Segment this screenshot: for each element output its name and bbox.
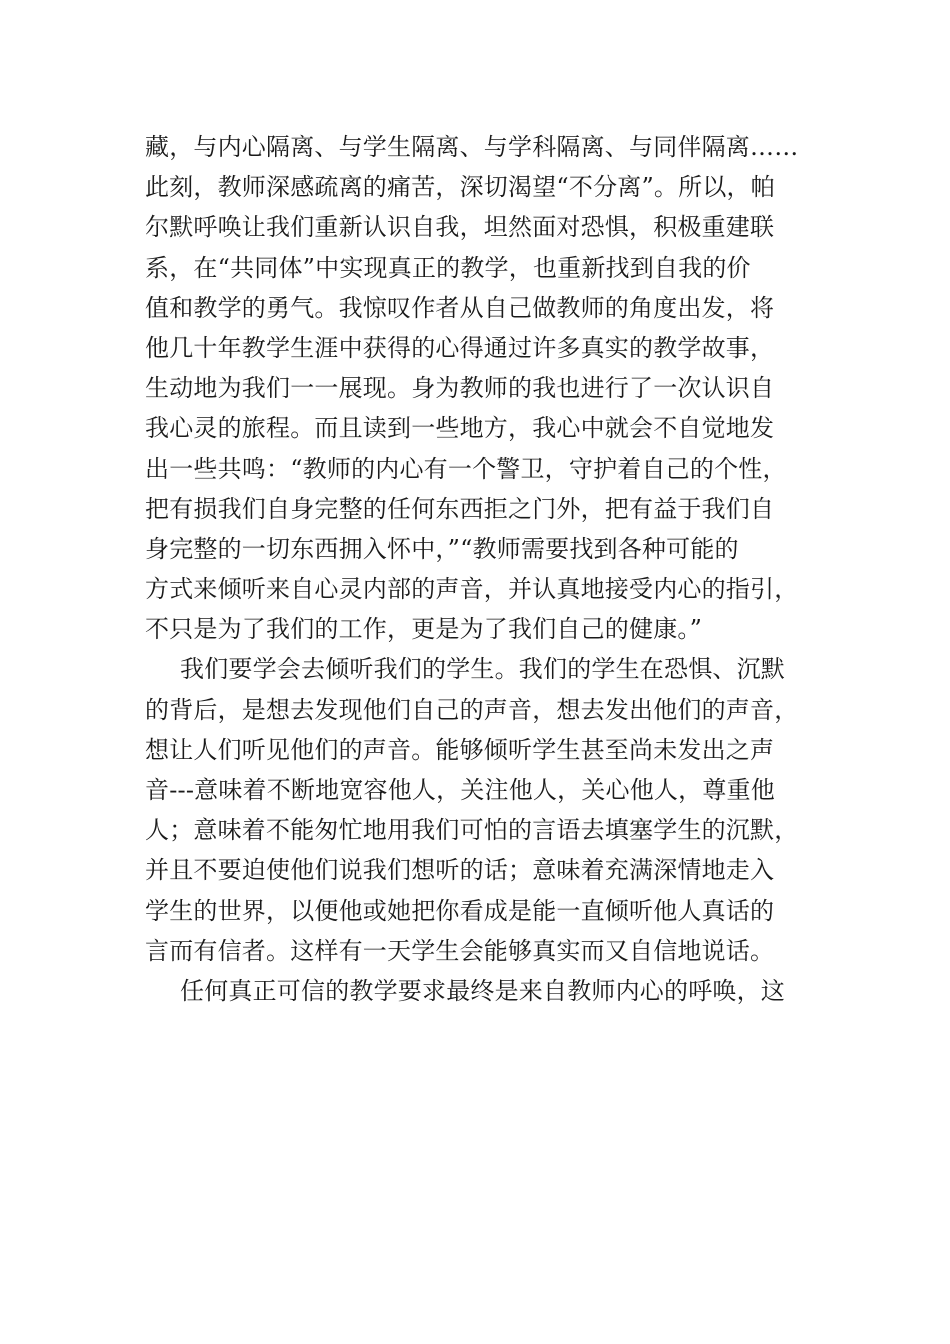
- text-line: 言而有信者。这样有一天学生会能够真实而又自信地说话。: [145, 936, 775, 965]
- text-line: 出一些共鸣：“教师的内心有一个警卫，守护着自己的个性，: [145, 454, 787, 483]
- text-line: 我心灵的旅程。而且读到一些地方，我心中就会不自觉地发: [145, 414, 775, 443]
- text-line: 生动地为我们一一展现。身为教师的我也进行了一次认识自: [145, 374, 775, 403]
- paragraph-start-line: 任何真正可信的教学要求最终是来自教师内心的呼唤，这: [180, 976, 785, 1005]
- text-line: 身完整的一切东西拥入怀中，”“教师需要找到各种可能的: [145, 534, 739, 563]
- body-text: [145, 127, 810, 1011]
- text-line: 他几十年教学生涯中获得的心得通过许多真实的教学故事，: [145, 333, 775, 362]
- text-line: 把有损我们自身完整的任何东西拒之门外，把有益于我们自: [145, 494, 775, 523]
- text-line: 值和教学的勇气。我惊叹作者从自己做教师的角度出发，将: [145, 293, 775, 322]
- text-line: 的背后，是想去发现他们自己的声音，想去发出他们的声音，: [145, 695, 799, 724]
- text-line: 想让人们听见他们的声音。能够倾听学生甚至尚未发出之声: [145, 735, 775, 764]
- paragraph-start-line: 我们要学会去倾听我们的学生。我们的学生在恐惧、沉默: [180, 655, 785, 684]
- text-line: 音---意味着不断地宽容他人，关注他人，关心他人，尊重他: [145, 776, 775, 804]
- text-line: 不只是为了我们的工作，更是为了我们自己的健康。”: [145, 615, 703, 644]
- text-line: 学生的世界，以便他或她把你看成是能一直倾听他人真话的: [145, 896, 775, 925]
- text-line: 藏，与内心隔离、与学生隔离、与学科隔离、与同伴隔离……: [145, 133, 799, 161]
- text-line: 系，在“共同体”中实现真正的教学，也重新找到自我的价: [145, 253, 751, 282]
- text-line: 此刻，教师深感疏离的痛苦，深切渴望“不分离”。所以，帕: [145, 173, 775, 202]
- text-line: 人；意味着不能匆忙地用我们可怕的言语去填塞学生的沉默，: [145, 816, 799, 845]
- text-line: 方式来倾听来自心灵内部的声音，并认真地接受内心的指引，: [145, 575, 799, 604]
- text-line: 尔默呼唤让我们重新认识自我，坦然面对恐惧，积极重建联: [145, 213, 775, 242]
- text-line: 并且不要迫使他们说我们想听的话；意味着充满深情地走入: [145, 856, 775, 885]
